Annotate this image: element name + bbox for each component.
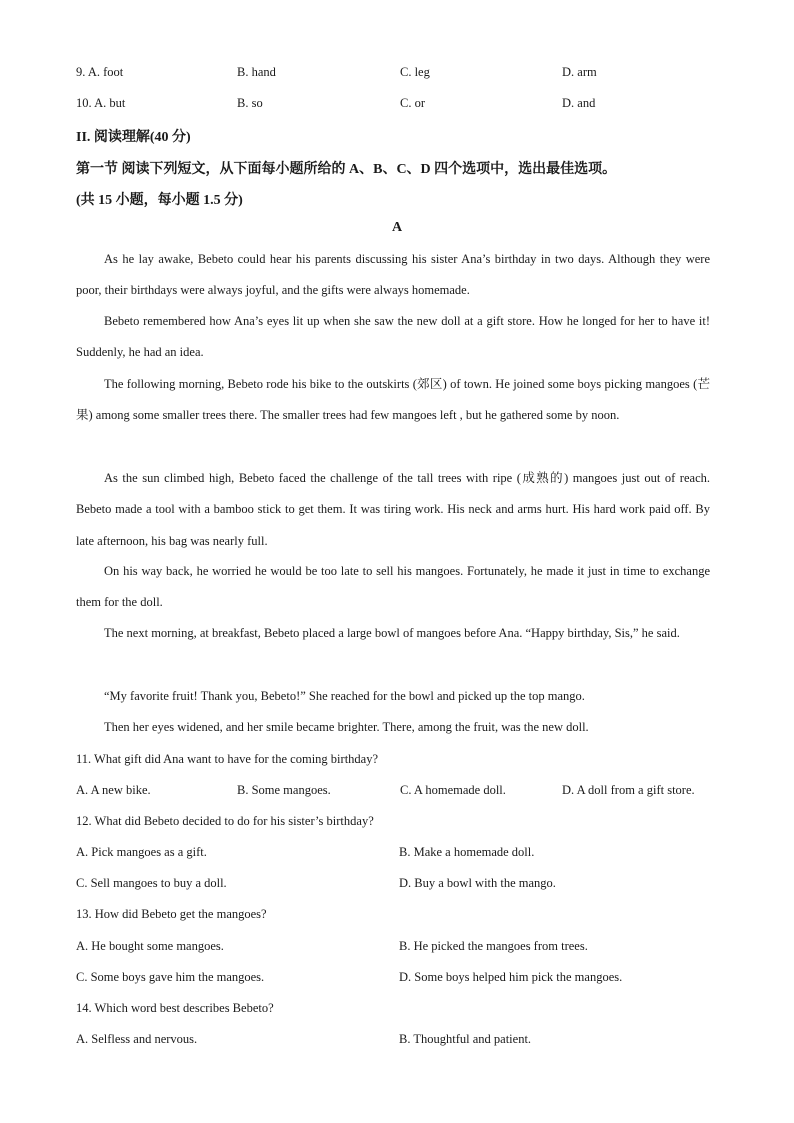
option-13a: A. He bought some mangoes. — [76, 939, 224, 953]
passage-label: A — [391, 220, 403, 235]
option-11b: B. Some mangoes. — [237, 783, 331, 797]
paragraph-3: The following morning, Bebeto rode his bike to the outskirts (郊区) of town. He joined some boys picking mangoes (芒果) among some smaller trees there. The smaller trees had few mangoes left , but he gathered some by noon. — [76, 377, 710, 423]
option-13c: C. Some boys gave him the mangoes. — [76, 970, 265, 984]
option-10d: D. and — [562, 96, 596, 110]
section-title: II. 阅读理解(40 分) — [76, 130, 191, 145]
option-11a: A. A new bike. — [76, 783, 151, 797]
paragraph-8: Then her eyes widened, and her smile became brighter. There, among the fruit, was the new doll. — [104, 720, 589, 734]
option-13b: B. He picked the mangoes from trees. — [399, 939, 588, 953]
option-12d: D. Buy a bowl with the mango. — [399, 876, 556, 890]
option-11c: C. A homemade doll. — [400, 783, 506, 797]
paragraph-2: Bebeto remembered how Ana’s eyes lit up when she saw the new doll at a gift store. How he longed for her to have it! Suddenly, he had an idea. — [76, 314, 710, 360]
paragraph-1: As he lay awake, Bebeto could hear his parents discussing his sister Ana’s birthday in two days. Although they were poor, their birthdays were always joyful, and the gifts were always homemade. — [76, 252, 710, 298]
option-14a: A. Selfless and nervous. — [76, 1032, 198, 1046]
option-12a: A. Pick mangoes as a gift. — [76, 845, 207, 859]
option-9d: D. arm — [562, 65, 597, 79]
question-13-stem: 13. How did Bebeto get the mangoes? — [76, 907, 267, 921]
paragraph-4: As the sun climbed high, Bebeto faced the challenge of the tall trees with ripe (成熟的) mangoes just out of reach. Bebeto made a tool with a bamboo stick to get them. It was tiring work. His neck and arms hurt. His hard work paid off. By late afternoon, his bag was nearly full. — [76, 471, 710, 548]
option-10c: C. or — [400, 96, 425, 110]
option-12b: B. Make a homemade doll. — [399, 845, 535, 859]
paragraph-5: On his way back, he worried he would be too late to sell his mangoes. Fortunately, he made it just in time to exchange them for the doll. — [76, 564, 710, 610]
option-10b: B. so — [237, 96, 263, 110]
option-9c: C. leg — [400, 65, 430, 79]
paragraph-7: “My favorite fruit! Thank you, Bebeto!” She reached for the bowl and picked up the top mango. — [104, 689, 585, 703]
option-13d: D. Some boys helped him pick the mangoes. — [399, 970, 623, 984]
instructions-line-1: 第一节 阅读下列短文，从下面每小题所给的 A、B、C、D 四个选项中，选出最佳选项。 — [76, 162, 617, 177]
question-11-stem: 11. What gift did Ana want to have for the coming birthday? — [76, 752, 379, 766]
instructions-line-2: (共 15 小题，每小题 1.5 分) — [76, 193, 243, 208]
option-9b: B. hand — [237, 65, 276, 79]
option-10a: 10. A. but — [76, 96, 126, 110]
question-14-stem: 14. Which word best describes Bebeto? — [76, 1001, 274, 1015]
question-12-stem: 12. What did Bebeto decided to do for his sister’s birthday? — [76, 814, 374, 828]
option-12c: C. Sell mangoes to buy a doll. — [76, 876, 227, 890]
paragraph-6: The next morning, at breakfast, Bebeto placed a large bowl of mangoes before Ana. “Happy birthday, Sis,” he said. — [104, 626, 680, 640]
option-14b: B. Thoughtful and patient. — [399, 1032, 532, 1046]
option-9a: 9. A. foot — [76, 65, 124, 79]
option-11d: D. A doll from a gift store. — [562, 783, 695, 797]
